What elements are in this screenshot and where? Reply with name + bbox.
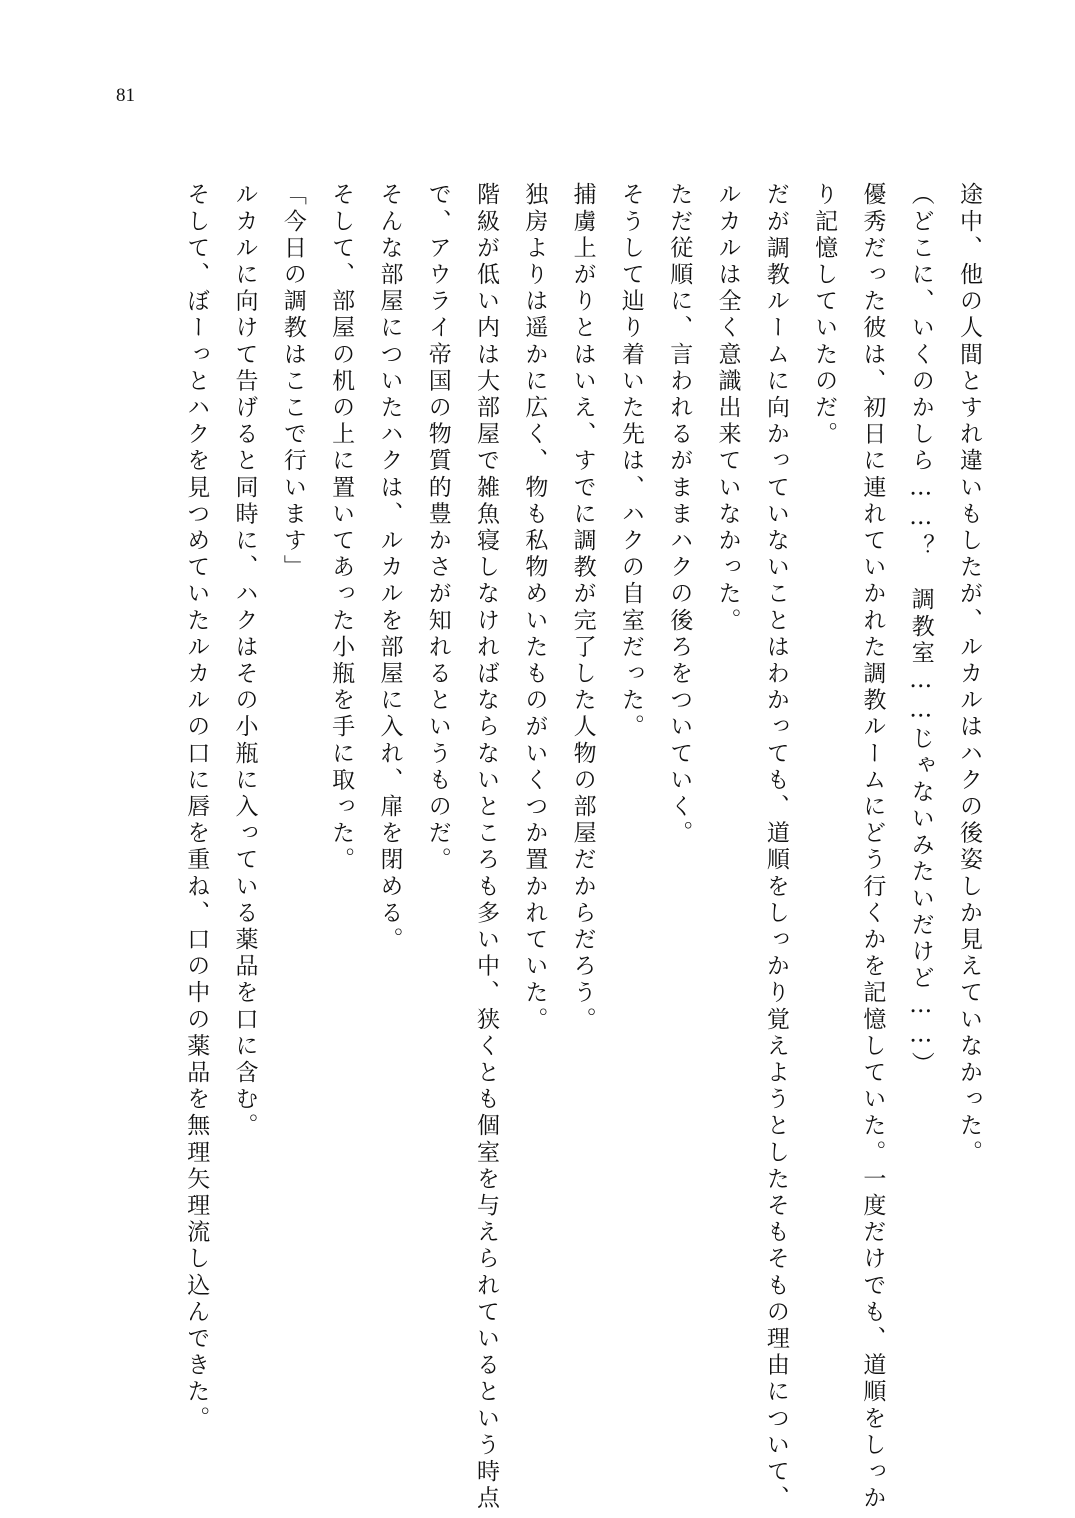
page-number: 81 [116,85,135,106]
text-line: そして、部屋の机の上に置いてあった小瓶を手に取った。 [328,182,355,874]
text-line: そして、ぼーっとハクを見つめていたルカルの口に唇を重ね、口の中の薬品を無理矢理流し込んできた。 [183,182,210,1433]
text-line: 独房よりは遥かに広く、物も私物めいたものがいくつか置かれていた。 [521,182,548,1034]
text-line: 捕虜上がりとはいえ、すでに調教が完了した人物の部屋だからだろう。 [569,182,596,1034]
text-line: り記憶していたのだ。 [811,182,838,448]
text-line: そうして辿り着いた先は、ハクの自室だった。 [617,182,644,741]
text-line: ルカルは全く意識出来ていなかった。 [714,182,741,635]
text-line: ただ従順に、言われるがままハクの後ろをついていく。 [666,182,693,847]
text-line: （どこに、いくのかしら……？ 調教室……じゃないみたいだけど……） [907,182,934,1078]
text-line: だが調教ルームに向かっていないことはわかっても、道順をしっかり覚えようとしたそもそもの理由について、 [762,182,789,1512]
text-line: ルカルに向けて告げると同時に、ハクはその小瓶に入っている薬品を口に含む。 [231,182,258,1140]
text-line: 優秀だった彼は、初日に連れていかれた調教ルームにどう行くかを記憶していた。一度だけでも、道順をしっか [859,182,886,1512]
body-text [172,182,993,1512]
text-line: で、アウライ帝国の物質的豊かさが知れるというものだ。 [424,182,451,874]
text-line: 途中、他の人間とすれ違いもしたが、ルカルはハクの後姿しか見えていなかった。 [956,182,982,1167]
text-line: 階級が低い内は大部屋で雑魚寝しなければならないところも多い中、狭くとも個室を与えられているという時点 [473,182,500,1512]
text-line: 「今日の調教はここで行います」 [279,182,306,581]
text-line: そんな部屋についたハクは、ルカルを部屋に入れ、扉を閉める。 [376,182,403,954]
